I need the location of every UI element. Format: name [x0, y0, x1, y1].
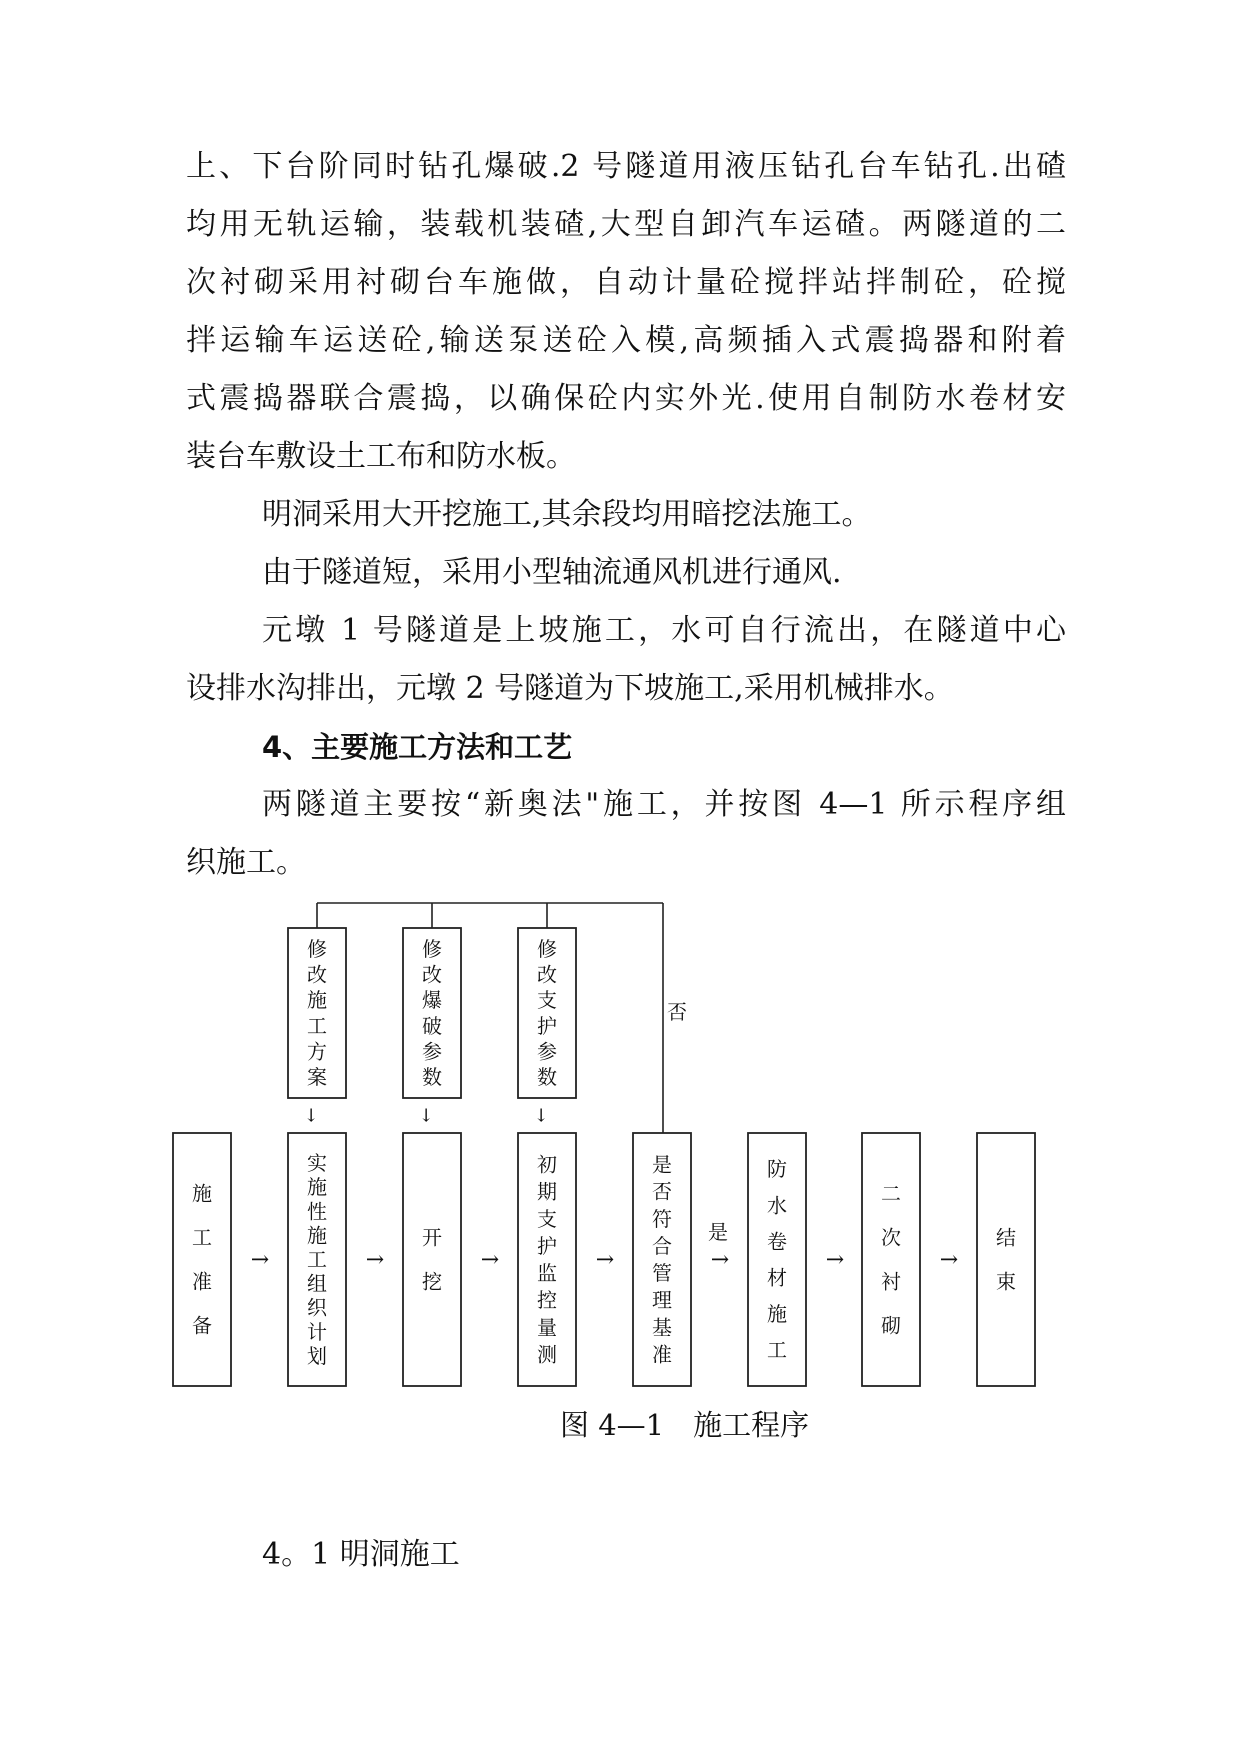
text-line: 均用无轨运输，装载机装碴,大型自卸汽车运碴。两隧道的二	[186, 207, 1066, 242]
flow-step-label: 理	[652, 1288, 672, 1313]
arrow-down-icon: ↓	[418, 1105, 434, 1127]
revision-box-label: 改	[537, 962, 557, 987]
flow-step-label: 基	[652, 1315, 672, 1340]
paragraph-3: 由于隧道短，采用小型轴流通风机进行通风.	[262, 555, 842, 590]
revision-box-label: 爆	[422, 988, 442, 1013]
flow-step-label: 次	[881, 1225, 901, 1250]
revision-box-label: 改	[307, 962, 327, 987]
arrow-right-icon: →	[939, 1247, 959, 1273]
flow-step-label: 衬	[881, 1269, 901, 1294]
revision-box-label: 修	[422, 936, 442, 961]
text-line: 式震捣器联合震捣，以确保砼内实外光.使用自制防水卷材安	[186, 381, 1066, 416]
flow-step-box	[173, 1133, 231, 1386]
flow-step-label: 控	[537, 1288, 557, 1313]
arrow-right-icon: →	[595, 1247, 615, 1273]
flow-step-label: 织	[307, 1295, 327, 1320]
text-line: 装台车敷设土工布和防水板。	[186, 439, 576, 474]
text-line: 两隧道主要按“新奥法"施工，并按图 4—1 所示程序组	[262, 787, 1066, 822]
flow-step-label: 准	[192, 1269, 212, 1294]
arrow-right-icon: →	[250, 1247, 270, 1273]
flow-step-label: 卷	[767, 1229, 787, 1254]
revision-box-label: 参	[537, 1039, 557, 1064]
flow-step-label: 准	[652, 1342, 672, 1367]
revision-box-label: 参	[422, 1039, 442, 1064]
flow-step-box	[977, 1133, 1035, 1386]
arrow-down-icon: ↓	[303, 1105, 319, 1127]
flow-step-label: 合	[652, 1233, 672, 1258]
flow-step-label: 期	[537, 1179, 557, 1204]
arrow-right-icon: →	[480, 1247, 500, 1273]
flow-step-label: 挖	[422, 1269, 442, 1294]
flow-step-label: 管	[652, 1261, 672, 1286]
flow-step-label: 施	[307, 1175, 327, 1200]
flow-step-label: 护	[537, 1233, 557, 1258]
flow-step-label: 初	[537, 1152, 557, 1177]
flow-step-label: 监	[537, 1261, 557, 1286]
revision-box-label: 修	[307, 936, 327, 961]
text-line: 次衬砌采用衬砌台车施做，自动计量砼搅拌站拌制砼，砼搅	[186, 265, 1066, 300]
revision-box-label: 破	[422, 1013, 442, 1038]
flow-step-label: 量	[537, 1315, 557, 1340]
flow-step-label: 支	[537, 1206, 557, 1231]
text-line: 拌运输车运送砼,输送泵送砼入模,高频插入式震捣器和附着	[186, 323, 1066, 358]
flow-step-label: 开	[422, 1225, 442, 1250]
flow-step-box	[862, 1133, 920, 1386]
text-line: 上、下台阶同时钻孔爆破.2 号隧道用液压钻孔台车钻孔.出碴	[186, 149, 1066, 184]
no-label: 否	[667, 1000, 687, 1024]
flow-step-label: 组	[307, 1271, 327, 1296]
paragraph-2: 明洞采用大开挖施工,其余段均用暗挖法施工。	[262, 497, 872, 532]
revision-box-label: 数	[537, 1065, 557, 1090]
flow-step-label: 实	[307, 1151, 327, 1176]
flow-step-label: 计	[307, 1319, 327, 1344]
arrow-right-icon: →	[710, 1247, 730, 1273]
revision-box-label: 改	[422, 962, 442, 987]
section-heading-4: 4、主要施工方法和工艺	[262, 730, 573, 764]
arrow-right-icon: →	[825, 1247, 845, 1273]
section-heading-4-1: 4。1 明洞施工	[262, 1537, 460, 1572]
flow-step-label: 工	[767, 1337, 787, 1362]
flow-step-label: 施	[192, 1181, 212, 1206]
revision-box-label: 案	[307, 1065, 327, 1090]
flow-step-label: 施	[767, 1301, 787, 1326]
flow-step-label: 测	[537, 1342, 557, 1367]
flow-step-label: 材	[767, 1265, 787, 1290]
flow-step-label: 是	[652, 1152, 672, 1177]
text-line: 元墩 1 号隧道是上坡施工，水可自行流出，在隧道中心	[262, 613, 1066, 648]
flow-step-label: 备	[192, 1313, 212, 1338]
flow-step-label: 水	[767, 1193, 787, 1218]
flow-step-label: 防	[767, 1157, 787, 1182]
flow-step-label: 符	[652, 1206, 672, 1231]
revision-box-label: 工	[307, 1013, 327, 1038]
revision-box-label: 方	[307, 1039, 327, 1064]
figure-caption: 图 4—1 施工程序	[560, 1408, 810, 1442]
revision-box-label: 修	[537, 936, 557, 961]
text-line: 设排水沟排出，元墩 2 号隧道为下坡施工,采用机械排水。	[186, 671, 954, 706]
flow-step-label: 划	[307, 1343, 327, 1368]
flow-step-box	[403, 1133, 461, 1386]
flow-step-label: 束	[996, 1269, 1016, 1294]
revision-box-label: 施	[307, 988, 327, 1013]
flow-step-label: 二	[881, 1181, 901, 1206]
revision-box-label: 数	[422, 1065, 442, 1090]
revision-box-label: 护	[537, 1013, 557, 1038]
flow-step-label: 砌	[881, 1313, 901, 1338]
flow-step-label: 否	[652, 1179, 672, 1204]
flow-step-label: 性	[307, 1199, 327, 1224]
yes-label: 是	[708, 1220, 728, 1244]
flow-step-label: 施	[307, 1223, 327, 1248]
arrow-right-icon: →	[365, 1247, 385, 1273]
flow-step-label: 工	[192, 1225, 212, 1250]
text-line: 织施工。	[186, 845, 306, 880]
flow-step-label: 工	[307, 1247, 327, 1272]
revision-box-label: 支	[537, 988, 557, 1013]
flow-step-label: 结	[996, 1225, 1016, 1250]
arrow-down-icon: ↓	[533, 1105, 549, 1127]
